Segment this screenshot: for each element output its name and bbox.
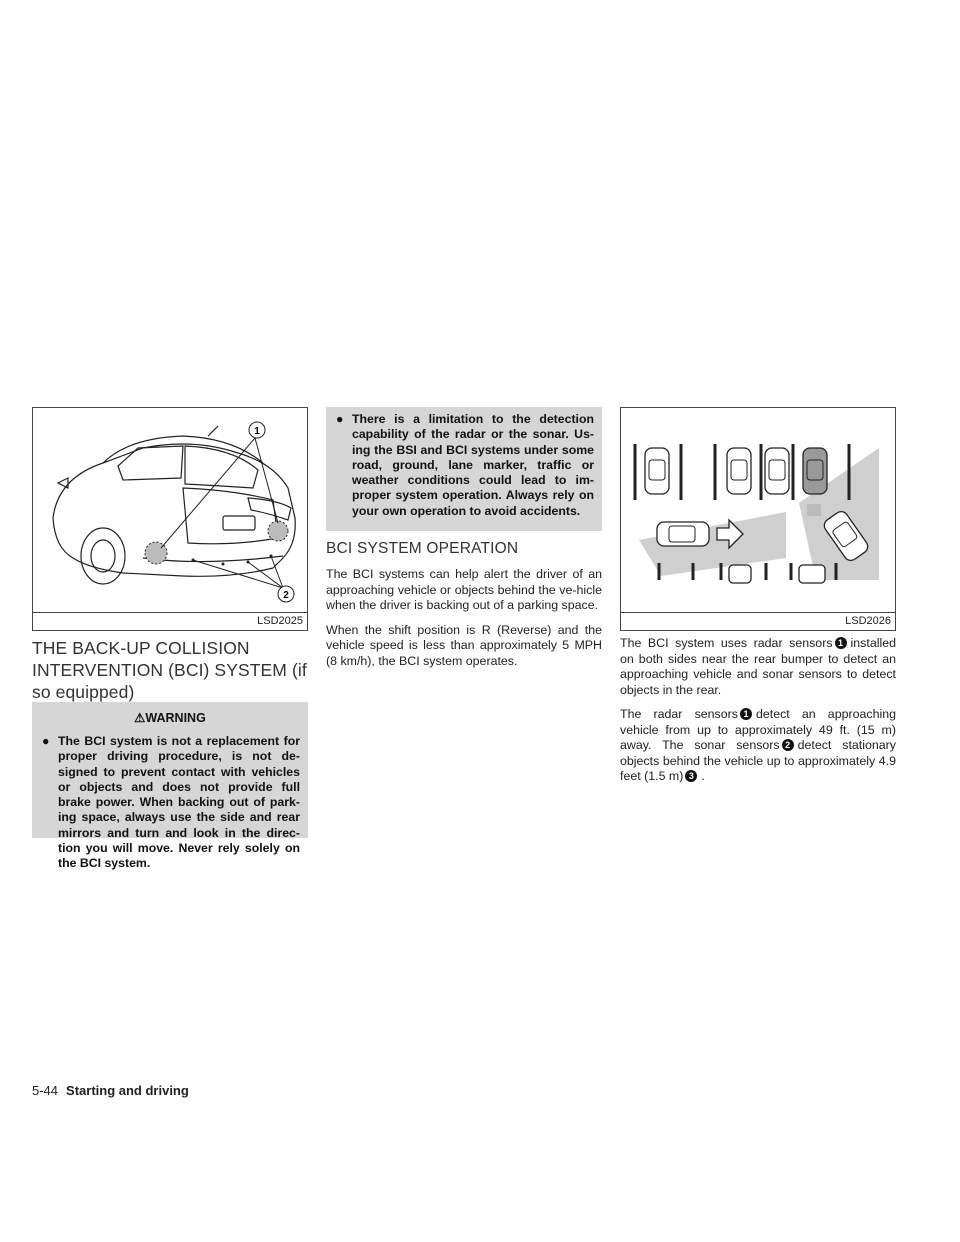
footer-section: Starting and driving (66, 1083, 189, 1098)
right-column (620, 636, 896, 794)
warning-item: ● There is a limitation to the detection capability of the radar or the sonar. Us-ing the BSI and BCI systems under some road, ground, lane marker, traffic or weather conditions could lead to im-proper system operation. Always rely on your own operation to avoid accidents. (336, 412, 594, 518)
section-title: THE BACK-UP COLLISION INTERVENTION (BCI) SYSTEM (if so equipped) (32, 638, 307, 702)
warning-box (32, 702, 308, 871)
figure-parking-diagram (620, 407, 896, 631)
warning-box-continued (326, 407, 602, 531)
middle-column (326, 540, 602, 678)
warning-item: ● The BCI system is not a replacement for proper driving procedure, is not de-signed to prevent contact with vehicles or objects and does not provide full brake power. When backing out of park-ing space, always use the side and rear mirrors and turn and look in the direc-tion you will move. Never rely solely on the BCI system. (42, 734, 300, 871)
callout-1: 1 (254, 426, 260, 437)
operation-paragraph-1: The BCI systems can help alert the driver of an approaching vehicle or objects behind the ve-hicle when the driver is backing out of a parking space. (326, 567, 602, 612)
car-rear-illustration (33, 408, 307, 612)
figure-label: LSD2026 (621, 612, 895, 630)
figure-label: LSD2025 (33, 612, 307, 630)
sensor-paragraph-1: The BCI system uses radar sensors 1 installed on both sides near the rear bumper to detect an approaching vehicle and sonar sensors to detect objects in the rear. (620, 636, 896, 697)
page-footer (32, 1083, 189, 1098)
bullet-icon: ● (42, 734, 50, 748)
operation-paragraph-2: When the shift position is R (Reverse) and the vehicle speed is less than approximately 5 MPH (8 km/h), the BCI system operates. (326, 622, 602, 668)
callout-2-icon: 2 (782, 739, 794, 751)
bullet-icon: ● (336, 412, 344, 426)
warning-title: ⚠WARNING (134, 711, 206, 725)
left-column (32, 637, 308, 703)
sensor-paragraph-2: The radar sensors 1 detect an approaching vehicle from up to approximately 49 ft. (15 m) away. The sonar sensors 2 detect stationary objects behind the vehicle up to approximately 4.9 feet (1.5 m) 3 . (620, 707, 897, 783)
operation-title: BCI SYSTEM OPERATION (326, 540, 519, 557)
figure-car-rear (32, 407, 308, 631)
callout-2: 2 (283, 590, 289, 601)
callout-1-icon: 1 (740, 708, 752, 720)
warning-triangle-icon: ⚠ (134, 711, 146, 725)
callout-3-icon: 3 (685, 770, 697, 782)
page-number: 5-44 (32, 1083, 59, 1098)
callout-1-icon: 1 (835, 637, 847, 649)
parking-diagram-illustration (621, 408, 895, 612)
